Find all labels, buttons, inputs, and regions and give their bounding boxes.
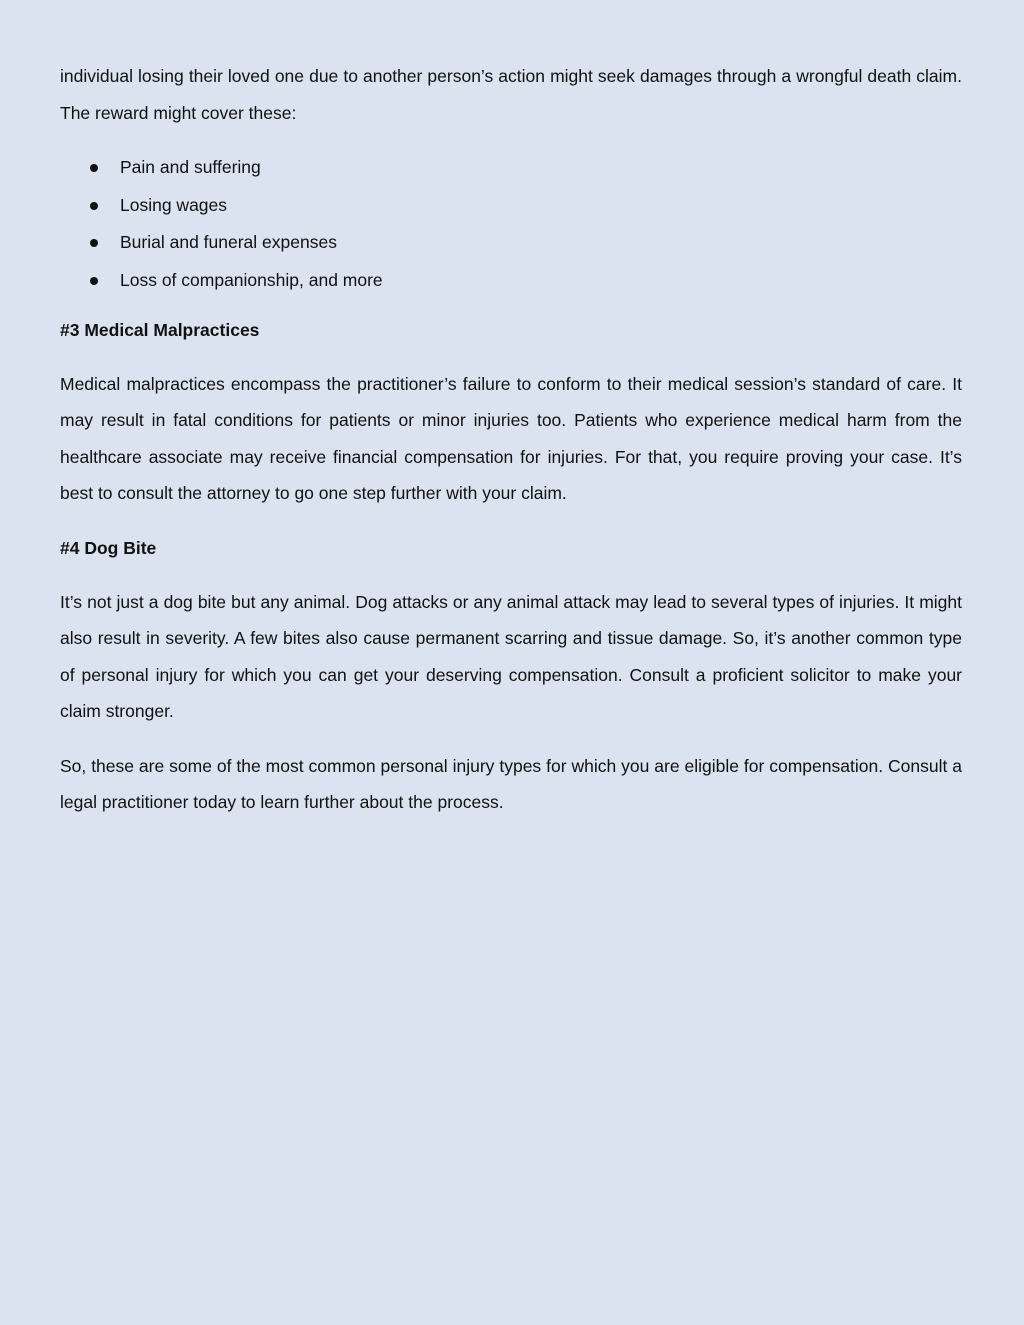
- section-body-medical-malpractices: Medical malpractices encompass the practitioner’s failure to conform to their medical session’s standard of care. It may result in fatal conditions for patients or minor injuries too. Patients who experience medical harm from the healthcare associate may receive financial compensation for injuries. For that, you require proving your case. It’s best to consult the attorney to go one step further with your claim.: [60, 373, 962, 504]
- closing-paragraph: So, these are some of the most common personal injury types for which you are eligible for compensation. Consult a legal practitioner today to learn further about the process.: [60, 755, 962, 813]
- damages-list: [60, 149, 962, 300]
- list-item: [60, 149, 962, 187]
- list-item-label: Burial and funeral expenses: [120, 232, 337, 253]
- list-item: [60, 224, 962, 262]
- list-item-label: Pain and suffering: [120, 157, 261, 177]
- bullet-icon: [90, 164, 98, 172]
- list-item-label: Losing wages: [120, 194, 228, 215]
- section-body-dog-bite: It’s not just a dog bite but any animal. Dog attacks or any animal attack may lead to several types of injuries. It might also result in severity. A few bites also cause permanent scarring and tissue damage. So, it’s another common type of personal injury for which you can get your deserving compensation. Consult a proficient solicitor to make your claim stronger.: [60, 591, 962, 722]
- section-heading-dog-bite: #4 Dog Bite: [60, 537, 157, 558]
- list-item-label: Loss of companionship, and more: [120, 270, 383, 291]
- list-item: [60, 262, 962, 300]
- bullet-icon: [90, 239, 98, 247]
- section-heading-medical-malpractices: #3 Medical Malpractices: [60, 319, 260, 340]
- bullet-icon: [90, 277, 98, 285]
- intro-paragraph: individual losing their loved one due to another person’s action might seek damages through a wrongful death claim. The reward might cover these:: [60, 66, 962, 123]
- bullet-icon: [90, 202, 98, 210]
- list-item: [60, 187, 962, 225]
